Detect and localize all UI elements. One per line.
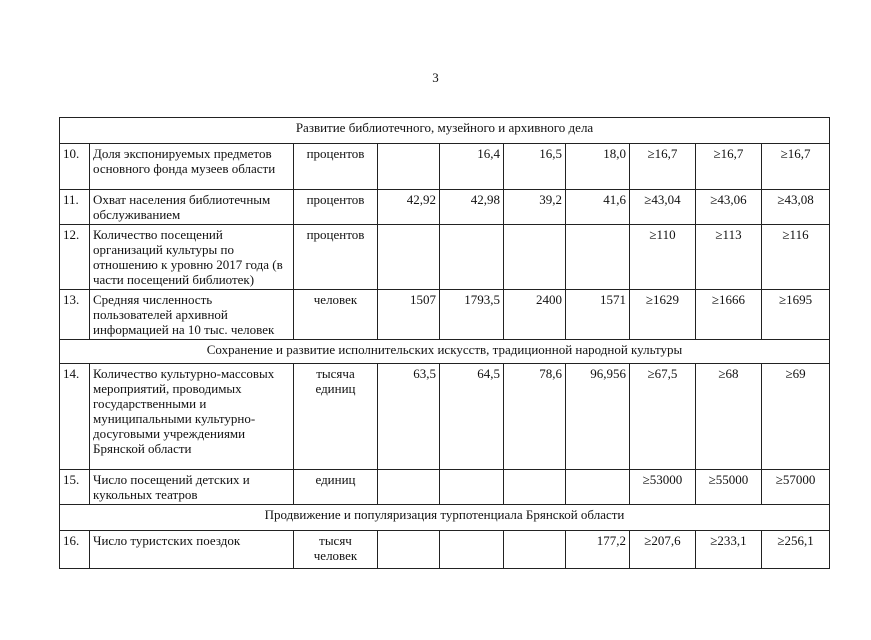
unit-of-measure: тысяч человек [294, 531, 378, 569]
value-cell [378, 225, 440, 290]
value-cell [378, 144, 440, 190]
target-value-cell: ≥207,6 [630, 531, 696, 569]
value-cell: 41,6 [566, 190, 630, 225]
target-value-cell: ≥16,7 [696, 144, 762, 190]
target-value-cell: ≥113 [696, 225, 762, 290]
target-value-cell: ≥55000 [696, 470, 762, 505]
value-cell: 63,5 [378, 364, 440, 470]
target-value-cell: ≥57000 [762, 470, 830, 505]
value-cell [378, 470, 440, 505]
value-cell: 16,5 [504, 144, 566, 190]
unit-of-measure: человек [294, 290, 378, 340]
unit-of-measure: процентов [294, 225, 378, 290]
value-cell: 2400 [504, 290, 566, 340]
table-row [60, 470, 830, 505]
target-value-cell: ≥256,1 [762, 531, 830, 569]
target-value-cell: ≥1695 [762, 290, 830, 340]
value-cell: 1793,5 [440, 290, 504, 340]
target-value-cell: ≥1666 [696, 290, 762, 340]
row-number: 16. [60, 531, 90, 569]
target-value-cell: ≥116 [762, 225, 830, 290]
value-cell: 16,4 [440, 144, 504, 190]
row-number: 15. [60, 470, 90, 505]
target-value-cell: ≥67,5 [630, 364, 696, 470]
section-header-row [60, 505, 830, 531]
unit-of-measure: тысяча единиц [294, 364, 378, 470]
value-cell [566, 470, 630, 505]
table-row [60, 364, 830, 470]
value-cell [378, 531, 440, 569]
indicator-name: Число посещений детских и кукольных театров [90, 470, 294, 505]
section-header-row [60, 118, 830, 144]
target-value-cell: ≥53000 [630, 470, 696, 505]
table-row [60, 290, 830, 340]
indicator-name: Средняя численность пользователей архивной информацией на 10 тыс. человек [90, 290, 294, 340]
value-cell: 96,956 [566, 364, 630, 470]
row-number: 13. [60, 290, 90, 340]
row-number: 11. [60, 190, 90, 225]
value-cell [566, 225, 630, 290]
target-value-cell: ≥69 [762, 364, 830, 470]
value-cell [440, 531, 504, 569]
target-value-cell: ≥43,04 [630, 190, 696, 225]
target-value-cell: ≥233,1 [696, 531, 762, 569]
value-cell: 78,6 [504, 364, 566, 470]
value-cell: 64,5 [440, 364, 504, 470]
value-cell: 42,98 [440, 190, 504, 225]
section-header-row [60, 340, 830, 364]
table-row [60, 225, 830, 290]
indicator-name: Доля экспонируемых предметов основного фонда музеев области [90, 144, 294, 190]
target-value-cell: ≥16,7 [630, 144, 696, 190]
section-title: Продвижение и популяризация турпотенциала Брянской области [60, 505, 830, 531]
value-cell [504, 470, 566, 505]
row-number: 14. [60, 364, 90, 470]
indicator-name: Количество посещений организаций культуры по отношению к уровню 2017 года (в части посещений библиотек) [90, 225, 294, 290]
row-number: 10. [60, 144, 90, 190]
unit-of-measure: процентов [294, 144, 378, 190]
target-value-cell: ≥110 [630, 225, 696, 290]
section-title: Сохранение и развитие исполнительских искусств, традиционной народной культуры [60, 340, 830, 364]
unit-of-measure: процентов [294, 190, 378, 225]
indicator-name: Охват населения библиотечным обслуживанием [90, 190, 294, 225]
section-title: Развитие библиотечного, музейного и архивного дела [60, 118, 830, 144]
target-value-cell: ≥68 [696, 364, 762, 470]
target-value-cell: ≥1629 [630, 290, 696, 340]
indicator-name: Количество культурно-массовых мероприятий, проводимых государственными и муниципальными культурно-досуговыми учреждениями Брянской области [90, 364, 294, 470]
value-cell [440, 470, 504, 505]
target-value-cell: ≥43,06 [696, 190, 762, 225]
table-row [60, 190, 830, 225]
indicators-table [59, 117, 830, 569]
value-cell: 39,2 [504, 190, 566, 225]
value-cell: 1571 [566, 290, 630, 340]
unit-of-measure: единиц [294, 470, 378, 505]
indicator-name: Число туристских поездок [90, 531, 294, 569]
value-cell [504, 225, 566, 290]
table-row [60, 531, 830, 569]
value-cell [504, 531, 566, 569]
target-value-cell: ≥16,7 [762, 144, 830, 190]
table-row [60, 144, 830, 190]
target-value-cell: ≥43,08 [762, 190, 830, 225]
page-number: 3 [432, 70, 439, 85]
value-cell: 18,0 [566, 144, 630, 190]
value-cell [440, 225, 504, 290]
value-cell: 42,92 [378, 190, 440, 225]
value-cell: 177,2 [566, 531, 630, 569]
row-number: 12. [60, 225, 90, 290]
value-cell: 1507 [378, 290, 440, 340]
